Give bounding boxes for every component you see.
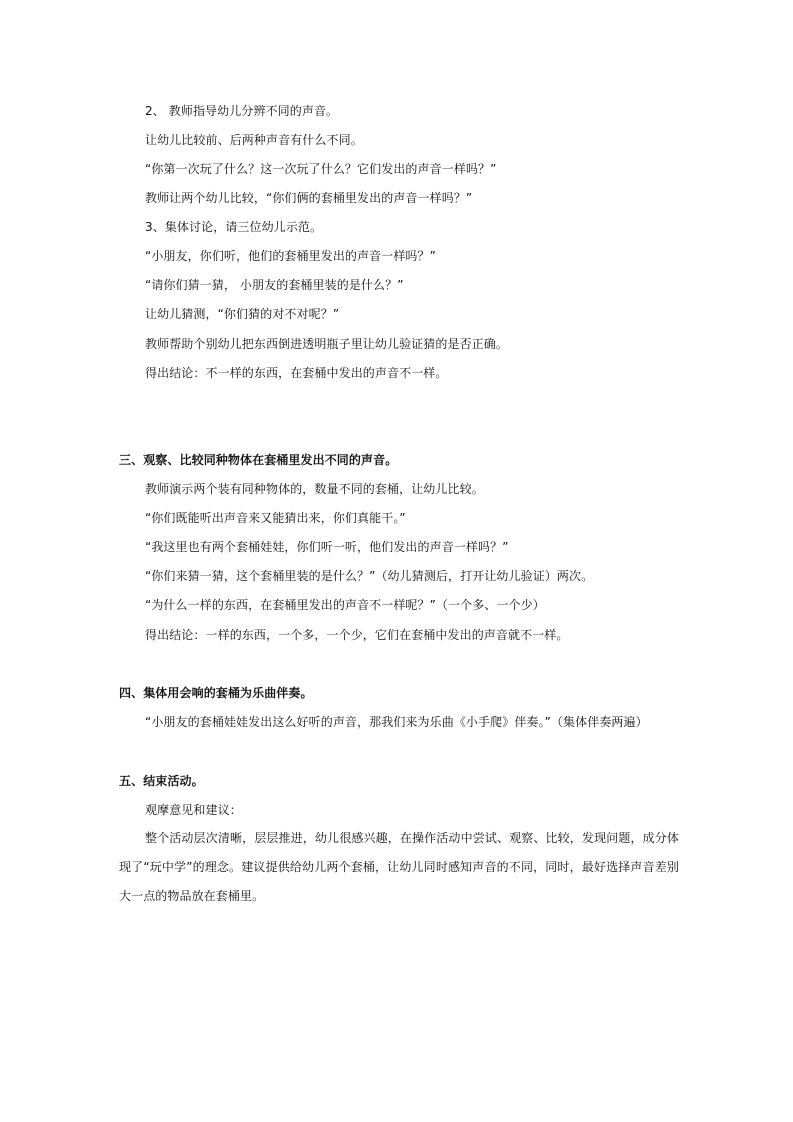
section-heading: 四、集体用会响的套桶为乐曲伴奏。 — [119, 686, 313, 700]
text-line: 观摩意见和建议： — [145, 803, 242, 817]
text-line: “为什么一样的东西，在套桶里发出的声音不一样呢？”（一个多、一个少） — [145, 598, 545, 612]
text-line: 3、集体讨论，请三位幼儿示范。 — [145, 220, 323, 234]
text-line: “你们来猜一猜，这个套桶里装的是什么？”（幼儿猜测后，打开让幼儿验证）两次。 — [145, 569, 594, 583]
text-line: 教师演示两个装有同种物体的，数量不同的套桶，让幼儿比较。 — [145, 482, 484, 496]
text-line: “你第一次玩了什么？这一次玩了什么？它们发出的声音一样吗？” — [145, 162, 497, 176]
section-heading: 三、观察、比较同种物体在套桶里发出不同的声音。 — [119, 453, 398, 467]
text-line: 得出结论：不一样的东西，在套桶中发出的声音不一样。 — [145, 366, 448, 380]
text-line: 让幼儿猜测，“你们猜的对不对呢？” — [145, 307, 340, 321]
text-line: “你们既能听出声音来又能猜出来，你们真能干。” — [145, 511, 406, 525]
text-line: 教师让两个幼儿比较，“你们俩的套桶里发出的声音一样吗？” — [145, 191, 473, 205]
text-line: 得出结论：一样的东西，一个多，一个少，它们在套桶中发出的声音就不一样。 — [145, 628, 569, 642]
summary-paragraph: 整个活动层次清晰，层层推进，幼儿很感兴趣，在操作活动中尝试、观察、比较，发现问题，成分体现了“玩中学”的理念。建议提供给幼儿两个套桶，让幼儿同时感知声音的不同，同时，最好选择声音差别大一点的物品放在套桶里。 — [119, 831, 679, 903]
section-heading: 五、结束活动。 — [119, 774, 204, 788]
text-line: “小朋友，你们听，他们的套桶里发出的声音一样吗？” — [145, 249, 436, 263]
text-line: “我这里也有两个套桶娃娃，你们听一听，他们发出的声音一样吗？” — [145, 540, 509, 554]
text-line: 让幼儿比较前、后两种声音有什么不同。 — [145, 133, 363, 147]
text-line: “小朋友的套桶娃娃发出这么好听的声音，那我们来为乐曲《小手爬》伴奏。”（集体伴奏两遍） — [145, 715, 648, 729]
text-line: 2、 教师指导幼儿分辨不同的声音。 — [145, 104, 339, 118]
text-line: “请你们猜一猜， 小朋友的套桶里装的是什么？” — [145, 278, 404, 292]
text-line: 教师帮助个别幼儿把东西倒进透明瓶子里让幼儿验证猜的是否正确。 — [145, 337, 509, 351]
